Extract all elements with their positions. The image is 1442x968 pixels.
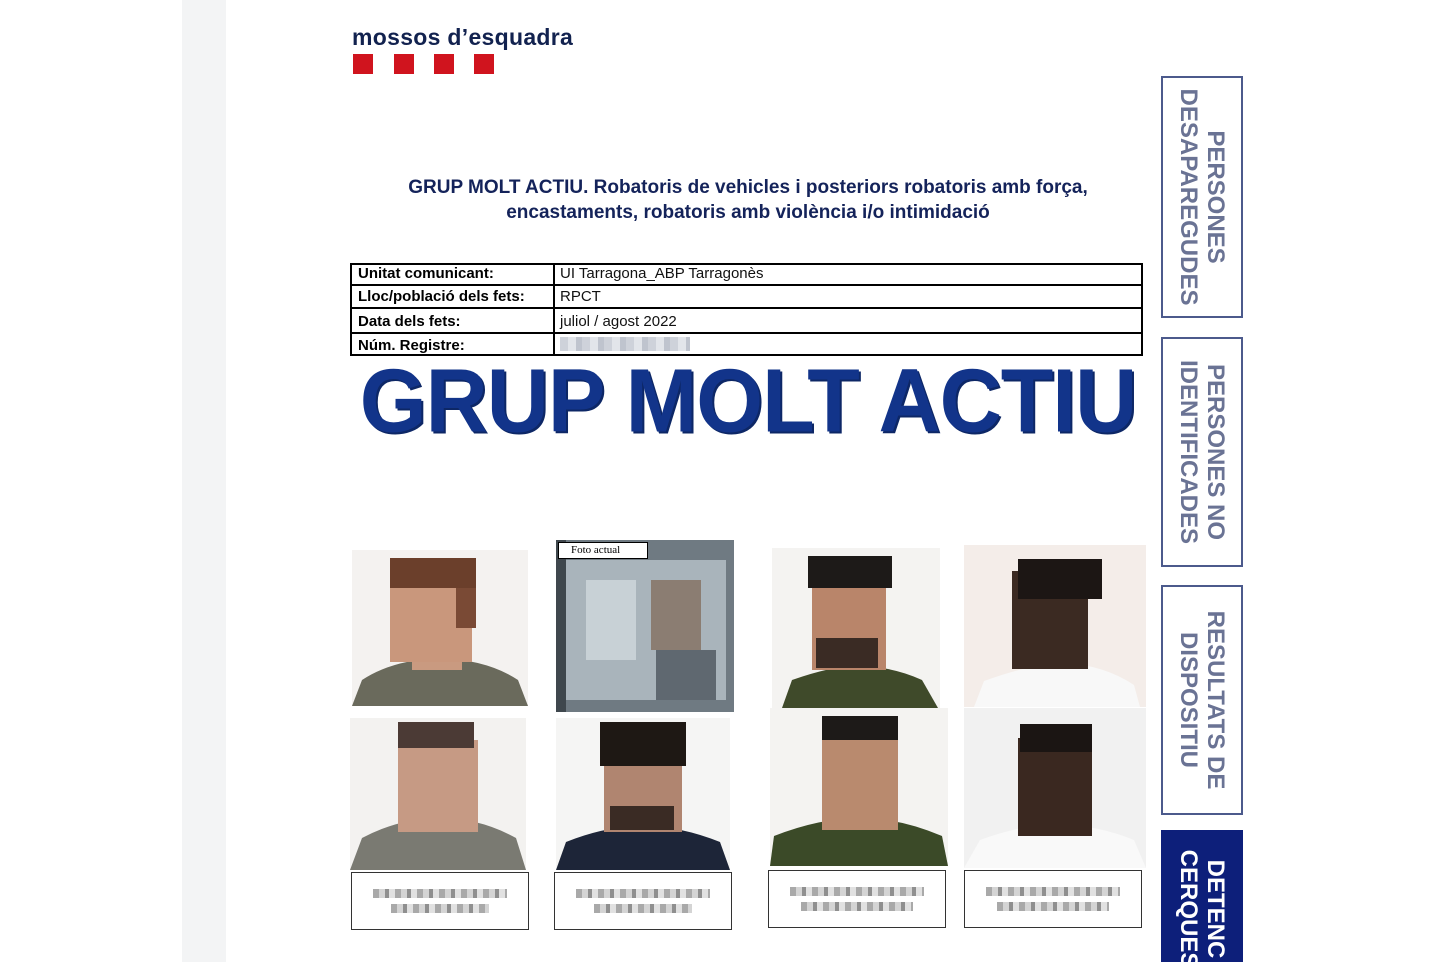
tab-resultats-de-dispositiu[interactable]: [1161, 585, 1243, 815]
row-label: Data dels fets:: [358, 313, 461, 330]
suspect-photo: [770, 708, 948, 866]
foto-actual-label: Foto actual: [558, 542, 648, 559]
row-label: Lloc/població dels fets:: [358, 288, 525, 305]
big-heading: GRUP MOLT ACTIU: [359, 350, 1137, 452]
document-title: [352, 175, 1144, 225]
tab-label: PERSONES DESAPAREGUDES: [1175, 88, 1229, 306]
redacted-name: [986, 887, 1120, 896]
redacted-name: [373, 889, 507, 898]
redacted-name: [576, 889, 710, 898]
row-value: RPCT: [560, 288, 601, 305]
tab-persones-desaparegudes[interactable]: [1161, 76, 1243, 318]
suspect-photo: [556, 718, 730, 870]
info-table: [350, 263, 1143, 356]
suspect-photo: [964, 708, 1146, 868]
suspect-photo: [352, 550, 528, 706]
suspect-name-box: [351, 872, 529, 930]
table-row: [352, 286, 1141, 309]
suspect-photo: [772, 548, 940, 708]
row-label: Núm. Registre:: [358, 337, 465, 354]
redacted-name: [391, 904, 490, 913]
row-label: Unitat comunicant:: [358, 265, 494, 282]
redacted-name: [997, 902, 1110, 911]
tab-label: RESULTATS DE DISPOSITIU: [1175, 610, 1229, 790]
suspect-photo: [964, 545, 1146, 707]
suspect-name-box: [768, 870, 946, 928]
tab-label: DETENC CERQUES: [1175, 849, 1229, 968]
suspect-photo: [350, 718, 526, 870]
redacted-name: [594, 904, 693, 913]
tab-label: PERSONES NO IDENTIFICADES: [1175, 359, 1229, 545]
suspect-name-box: [964, 870, 1142, 928]
row-value: UI Tarragona_ABP Tarragonès: [560, 265, 764, 282]
suspect-photo: [556, 540, 734, 712]
tab-persones-no-identificades[interactable]: [1161, 337, 1243, 567]
document-title-line-2: encastaments, robatoris amb violència i/o intimidació: [506, 202, 990, 223]
table-row: [352, 265, 1141, 286]
row-value: juliol / agost 2022: [560, 313, 677, 330]
redacted-name: [801, 902, 914, 911]
document-title-line-1: GRUP MOLT ACTIU. Robatoris de vehicles i posteriors robatoris amb força,: [408, 177, 1088, 198]
table-row: [352, 309, 1141, 334]
redacted-name: [790, 887, 924, 896]
tab-detencions-cerques[interactable]: [1161, 830, 1243, 968]
logo-wordmark: mossos d’esquadra: [352, 24, 574, 50]
left-margin-strip: [182, 0, 226, 962]
suspect-name-box: [554, 872, 732, 930]
